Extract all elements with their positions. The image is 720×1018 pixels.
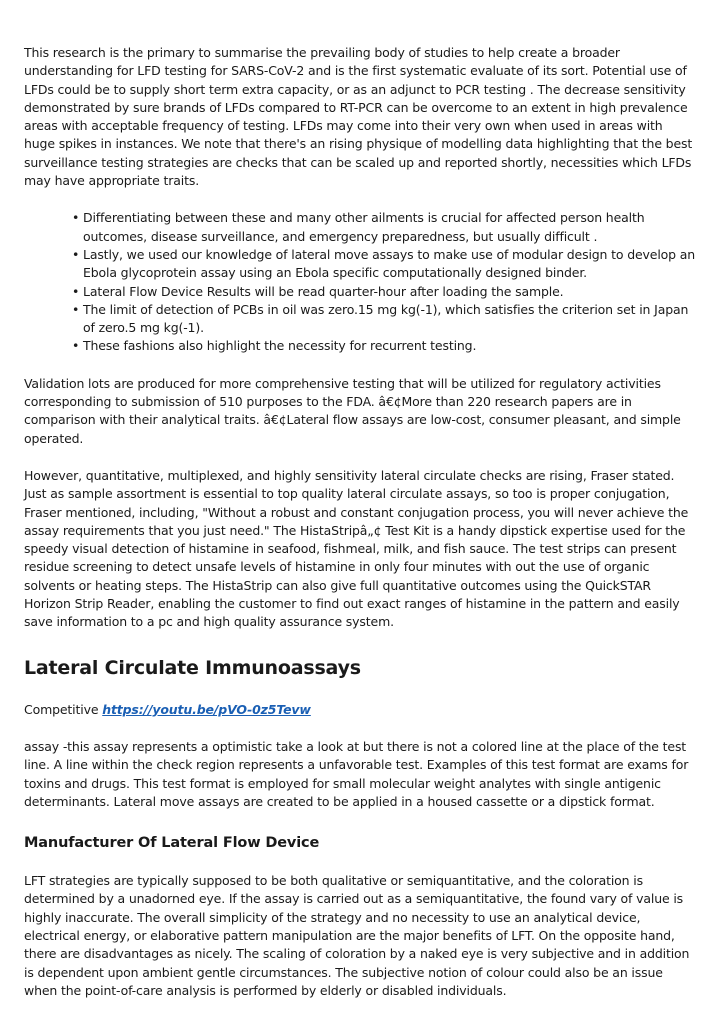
list-item — [72, 283, 696, 301]
section-heading-manufacturer: Manufacturer Of Lateral Flow Device — [24, 835, 320, 852]
list-item — [72, 301, 696, 338]
list-item-text: The limit of detection of PCBs in oil was zero.15 mg kg(-1), which satisfies the criterion set in Japan of zero.5 mg kg(-1). — [83, 301, 689, 336]
video-link[interactable]: https://youtu.be/pVO-0z5Tevw — [102, 701, 311, 717]
section-heading-immunoassays: Lateral Circulate Immunoassays — [24, 656, 361, 679]
competitive-label: Competitive — [24, 701, 99, 717]
bullet-glyph: • — [72, 210, 80, 226]
paragraph-quantitative: However, quantitative, multiplexed, and highly sensitivity lateral circulate checks are rising, Fraser stated. Just as sample assortment is essential to top quality lateral circulate assays, so too is proper conjugation, Fraser mentioned, including, "Without a robust and constant conjugation process, you will never achieve the assay requirements that you just need." The HistaStripâ„¢ Test Kit is a handy dipstick expertise used for the speedy visual detection of histamine in seafood, fishmeal, milk, and fish sauce. The test strips can present residue screening to detect unsafe levels of histamine in only four minutes with out the use of organic solvents or heating steps. The HistaStrip can also give full quantitative outcomes using the QuickSTAR Horizon Strip Reader, enabling the customer to find out exact ranges of histamine in the pattern and easily save information to a pc and high quality assurance system. — [24, 467, 689, 630]
list-item — [72, 246, 696, 283]
bullet-glyph: • — [72, 246, 80, 262]
list-item-text: Differentiating between these and many other ailments is crucial for affected person health outcomes, disease surveillance, and emergency preparedness, but usually difficult . — [83, 210, 645, 244]
list-item-text: Lastly, we used our knowledge of lateral move assays to make use of modular design to develop an Ebola glycoprotein assay using an Ebola specific computationally designed binder. — [83, 246, 696, 281]
list-item-text: These fashions also highlight the necessity for recurrent testing. — [83, 338, 477, 354]
paragraph-assay: assay -this assay represents a optimistic take a look at but there is not a colored line at the place of the test line. A line within the check region represents a unfavorable test. Examples of this test format are exams for toxins and drugs. This test format is employed for small molecular weight analytes with single antigenic determinants. Lateral move assays are created to be applied in a housed cassette or a dipstick format. — [24, 738, 689, 809]
paragraph-validation: Validation lots are produced for more comprehensive testing that will be utilized for regulatory activities corresponding to submission of 510 purposes to the FDA. â€¢More than 220 research papers are in comparison with their analytical traits. â€¢Lateral flow assays are low-cost, consumer pleasant, and simple operated. — [24, 375, 681, 446]
bullet-list — [24, 209, 696, 355]
list-item — [72, 209, 696, 246]
list-item — [72, 337, 696, 355]
list-item-text: Lateral Flow Device Results will be read quarter-hour after loading the sample. — [83, 283, 564, 299]
bullet-glyph: • — [72, 283, 80, 299]
paragraph-intro: This research is the primary to summarise the prevailing body of studies to help create a broader understanding for LFD testing for SARS-CoV-2 and is the first systematic evaluate of its sort. Potential use of LFDs could be to supply short term extra capacity, or as an adjunct to PCR testing . The decrease sensitivity demonstrated by sure brands of LFDs compared to RT-PCR can be overcome to an extent in high prevalence areas with acceptable frequency of testing. LFDs may come into their very own when used in areas with huge spikes in instances. We note that there's an rising physique of modelling data highlighting that the best surveillance testing strategies are checks that can be scaled up and reported shortly, necessities which LFDs may have appropriate traits. — [24, 45, 693, 189]
bullet-glyph: • — [72, 338, 80, 354]
competitive-line — [24, 701, 696, 719]
paragraph-lft: LFT strategies are typically supposed to be both qualitative or semiquantitative, and the coloration is determined by a unadorned eye. If the assay is carried out as a semiquantitative, the found vary of value is highly inaccurate. The overall simplicity of the strategy and no necessity to use an analytical device, electrical energy, or elaborative pattern manipulation are the major benefits of LFT. On the opposite hand, there are disadvantages as nicely. The scaling of coloration by a naked eye is very subjective and in addition is dependent upon ambient gentle circumstances. The subjective notion of colour could also be an issue when the point-of-care analysis is performed by elderly or disabled individuals. — [24, 873, 690, 998]
bullet-glyph: • — [72, 301, 80, 317]
